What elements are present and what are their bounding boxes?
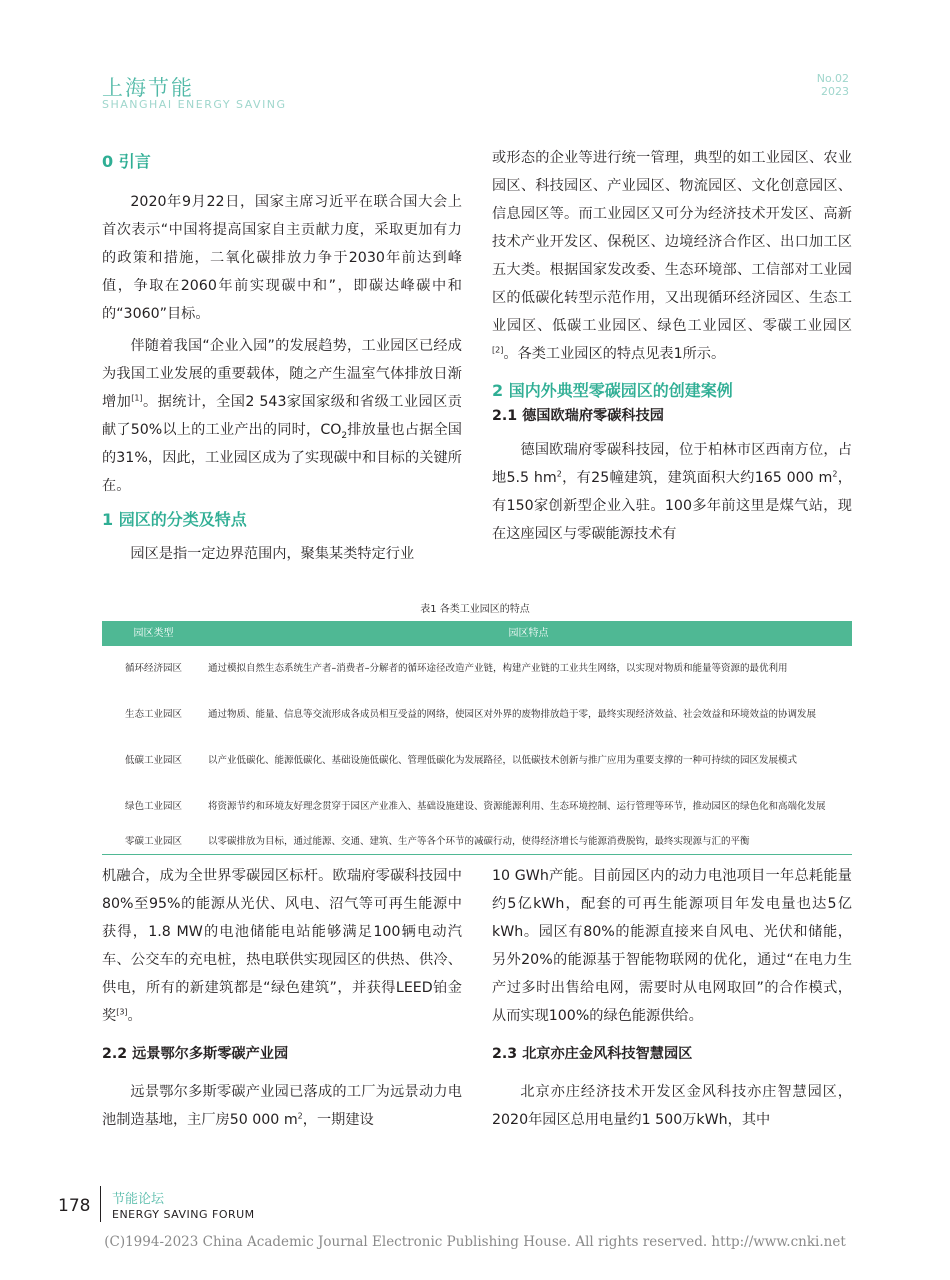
co2-subscript: 2 [341,430,348,441]
table-1-caption: 表1 各类工业园区的特点 [420,604,530,615]
m2-superscript: 2 [297,1111,303,1121]
park-feature-cell: 通过物质、能量、信息等交流形成各成员相互受益的网络，使园区对外界的废物排放趋于零，最终实现经济效益、社会效益和环境效益的协调发展 [208,709,817,720]
table-row [102,784,852,830]
hm2-superscript: 2 [556,469,562,479]
table-row [102,738,852,784]
park-type-cell: 生态工业园区 [124,709,182,720]
park-feature-cell: 以零碳排放为目标，通过能源、交通、建筑、生产等各个环节的减碳行动，使得经济增长与能源消费脱钩，最终实现源与汇的平衡 [205,830,852,855]
park-feature-cell: 以产业低碳化、能源低碳化、基础设施低碳化、管理低碳化为发展路径，以低碳技术创新与推广应用为重要支撑的一种可持续的园区发展模式 [208,755,798,766]
section-2-1-heading: 2.1 德国欧瑞府零碳科技园 [492,408,664,424]
section-2-heading: 2 国内外典型零碳园区的创建案例 [492,381,733,400]
m2-superscript: 2 [832,469,838,479]
park-feature-cell: 将资源节约和环境友好理念贯穿于园区产业准入、基础设施建设、资源能源利用、生态环境控制、运行管理等环节，推动园区的绿色化和高端化发展 [208,801,826,812]
table-header-feature: 园区特点 [205,621,852,646]
table-header-type: 园区类型 [102,621,205,646]
park-type-cell: 低碳工业园区 [124,755,182,766]
section-1-paragraph-continued [492,144,852,368]
page-number: 178 [58,1196,91,1216]
section-1-heading: 1 园区的分类及特点 [102,510,247,529]
copyright-notice: (C)1994-2023 China Academic Journal Electronic Publishing House. All rights reserved. http://www.cnki.net [104,1234,846,1250]
intro-paragraph-2 [102,332,462,500]
section-2-1-text-d: 机融合，成为全世界零碳园区标杆。欧瑞府零碳科技园中80%至95%的能源从光伏、风电、沼气等可再生能源中获得，1.8 MW的电池储能电站能够满足100辆电动汽车、公交车的充电桩，热电联供实现园区的供热、供冷、供电，所有的新建筑都是“绿色建筑”，并获得LEED铂金奖 [102,868,462,1024]
table-row [102,692,852,738]
park-type-cell: 零碳工业园区 [102,830,205,855]
section-2-2-paragraph [102,1078,462,1134]
reference-1: [1] [131,393,143,403]
issue-year: 2023 [821,85,849,98]
journal-title-cn: 上海节能 [102,76,194,100]
intro-paragraph-2-text-a: 伴随着我国“企业入园”的发展趋势，工业园区已经成为我国工业发展的重要载体，随之产生温室气体排放日渐增加 [102,338,462,410]
table-row [102,830,852,855]
table-header-row [102,621,852,646]
intro-paragraph-2-text-c: 排放量也占据全国的31%，因此，工业园区成为了实现碳中和目标的关键所在。 [102,422,462,494]
section-2-2-text-b: ，一期建设 [302,1112,374,1128]
left-column-lower [102,862,462,1134]
column-name-cn: 节能论坛 [112,1192,165,1207]
intro-paragraph-1: 2020年9月22日，国家主席习近平在联合国大会上首次表示“中国将提高国家自主贡献力度，采取更加有力的政策和措施，二氧化碳排放力争于2030年前达到峰值，争取在2060年前实现碳中和”，即碳达峰碳中和的“3060”目标。 [102,194,462,322]
section-2-2-heading: 2.2 远景鄂尔多斯零碳产业园 [102,1046,289,1062]
section-2-1-text-e: 。 [127,1008,142,1024]
section-2-1-text-b: ，有25幢建筑，建筑面积大约165 000 m [561,470,833,486]
section-1-text-c: 。各类工业园区的特点见表1所示。 [503,346,726,362]
left-column-upper [102,148,462,568]
journal-title-en: SHANGHAI ENERGY SAVING [102,98,287,111]
reference-3: [3] [116,1007,128,1017]
table-1 [102,621,852,855]
issue-number: No.02 [816,72,849,85]
right-column-upper [492,144,852,548]
reference-2: [2] [492,345,504,355]
section-2-2-paragraph-continued: 10 GWh产能。目前园区内的动力电池项目一年总耗能量约5亿kWh，配套的可再生能源项目年发电量也达5亿kWh。园区有80%的能源直接来自风电、光伏和储能，另外20%的能源基于智能物联网的优化，通过“在电力生产过多时出售给电网，需要时从电网取回”的合作模式，从而实现100%的绿色能源供给。 [492,868,852,1024]
park-type-cell: 循环经济园区 [124,663,182,674]
column-name-en: ENERGY SAVING FORUM [112,1208,255,1221]
section-2-1-paragraph [492,436,852,548]
intro-paragraph-2-text-b: 。据统计，全国2 543家国家级和省级工业园区贡献了50%以上的工业产出的同时，CO [102,394,462,438]
section-1-text-b: 或形态的企业等进行统一管理，典型的如工业园区、农业园区、科技园区、产业园区、物流园区、文化创意园区、信息园区等。而工业园区又可分为经济技术开发区、高新技术产业开发区、保税区、边境经济合作区、出口加工区五大类。根据国家发改委、生态环境部、工信部对工业园区的低碳化转型示范作用，又出现循环经济园区、生态工业园区、低碳工业园区、绿色工业园区、零碳工业园区 [492,150,852,334]
issue-info [817,72,849,98]
section-1-paragraph-start: 园区是指一定边界范围内，聚集某类特定行业 [130,546,415,562]
section-2-2-text-a: 远景鄂尔多斯零碳产业园已落成的工厂为远景动力电池制造基地，主厂房50 000 m [102,1084,462,1128]
right-column-lower [492,862,852,1134]
park-type-cell: 绿色工业园区 [124,801,182,812]
section-2-1-text-a: 德国欧瑞府零碳科技园，位于柏林市区西南方位，占地5.5 hm [492,442,852,486]
section-2-1-text-c: ，有150家创新型企业入驻。100多年前这里是煤气站，现在这座园区与零碳能源技术有 [492,470,852,542]
section-2-3-paragraph: 北京亦庄经济技术开发区金风科技亦庄智慧园区，2020年园区总用电量约1 500万kWh，其中 [492,1084,852,1128]
section-0-heading: 0 引言 [102,152,151,171]
section-2-1-paragraph-continued [102,862,462,1030]
park-feature-cell: 通过模拟自然生态系统生产者–消费者–分解者的循环途径改造产业链，构建产业链的工业共生网络，以实现对物质和能量等资源的最优利用 [208,663,788,674]
table-row [102,646,852,692]
footer-divider [100,1186,101,1222]
section-2-3-heading: 2.3 北京亦庄金风科技智慧园区 [492,1046,693,1062]
